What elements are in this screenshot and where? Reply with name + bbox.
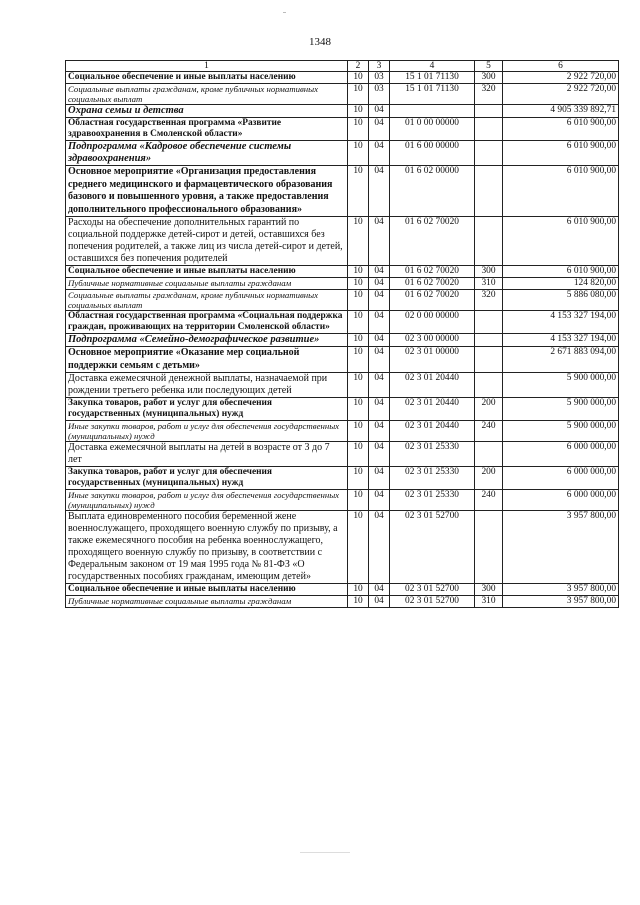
row-subsection-cell: 04	[369, 511, 390, 584]
row-section-cell: 10	[348, 373, 369, 398]
header-cell: 6	[503, 61, 619, 72]
row-target-article-cell: 02 3 01 25330	[390, 467, 475, 490]
table-row	[66, 334, 619, 347]
row-amount-cell: 6 010 900,00	[503, 118, 619, 141]
row-name-cell: Социальное обеспечение и иные выплаты населению	[66, 72, 348, 84]
row-target-article-cell: 02 3 01 20440	[390, 421, 475, 442]
table-row	[66, 105, 619, 118]
row-name-cell: Подпрограмма «Кадровое обеспечение системы здравоохранения»	[66, 141, 348, 166]
row-amount-cell: 6 000 000,00	[503, 490, 619, 511]
row-expense-type-cell: 300	[475, 584, 503, 596]
row-amount-cell: 2 922 720,00	[503, 72, 619, 84]
row-subsection-cell: 04	[369, 490, 390, 511]
table-row	[66, 278, 619, 290]
row-subsection-cell: 04	[369, 467, 390, 490]
row-target-article-cell: 02 3 01 52700	[390, 596, 475, 608]
table-row	[66, 217, 619, 266]
row-amount-cell: 6 010 900,00	[503, 141, 619, 166]
row-section-cell: 10	[348, 334, 369, 347]
row-section-cell: 10	[348, 442, 369, 467]
row-amount-cell: 3 957 800,00	[503, 511, 619, 584]
row-subsection-cell: 04	[369, 442, 390, 467]
row-expense-type-cell: 240	[475, 421, 503, 442]
row-name-cell: Доставка ежемесячной выплаты на детей в возрасте от 3 до 7 лет	[66, 442, 348, 467]
row-name-cell: Подпрограмма «Семейно-демографическое развитие»	[66, 334, 348, 347]
row-subsection-cell: 04	[369, 596, 390, 608]
row-expense-type-cell: 320	[475, 290, 503, 311]
table-row	[66, 442, 619, 467]
row-target-article-cell: 15 1 01 71130	[390, 72, 475, 84]
header-cell: 1	[66, 61, 348, 72]
row-expense-type-cell: 310	[475, 278, 503, 290]
row-section-cell: 10	[348, 421, 369, 442]
table-row	[66, 421, 619, 442]
row-subsection-cell: 04	[369, 373, 390, 398]
row-expense-type-cell	[475, 311, 503, 334]
page-number: 1348	[309, 36, 331, 48]
row-section-cell: 10	[348, 290, 369, 311]
row-section-cell: 10	[348, 347, 369, 373]
row-name-cell: Основное мероприятие «Оказание мер социальной поддержки семьям с детьми»	[66, 347, 348, 373]
table-row	[66, 118, 619, 141]
header-cell: 3	[369, 61, 390, 72]
row-section-cell: 10	[348, 217, 369, 266]
row-target-article-cell: 01 6 02 70020	[390, 266, 475, 278]
row-subsection-cell: 04	[369, 421, 390, 442]
row-target-article-cell: 01 6 02 70020	[390, 290, 475, 311]
row-amount-cell: 3 957 800,00	[503, 596, 619, 608]
row-subsection-cell: 04	[369, 266, 390, 278]
table-row	[66, 141, 619, 166]
row-section-cell: 10	[348, 105, 369, 118]
table-header-row	[66, 61, 619, 72]
row-expense-type-cell: 200	[475, 467, 503, 490]
table-row	[66, 584, 619, 596]
header-cell: 2	[348, 61, 369, 72]
table-row	[66, 311, 619, 334]
table-row	[66, 398, 619, 421]
row-amount-cell: 6 000 000,00	[503, 467, 619, 490]
row-name-cell: Социальные выплаты гражданам, кроме публичных нормативных социальных выплат	[66, 290, 348, 311]
row-amount-cell: 6 010 900,00	[503, 266, 619, 278]
row-target-article-cell: 01 6 02 00000	[390, 166, 475, 217]
row-name-cell: Выплата единовременного пособия беременной жене военнослужащего, проходящего военную службу по призыву, а также ежемесячного пособия на ребенка военнослужащего, проходящего военную службу по призыву, в соответствии с Федеральным законом от 19 мая 1995 года № 81-ФЗ «О государственных пособиях гражданам, имеющим детей»	[66, 511, 348, 584]
row-target-article-cell: 02 3 01 25330	[390, 490, 475, 511]
row-subsection-cell: 04	[369, 118, 390, 141]
row-section-cell: 10	[348, 584, 369, 596]
row-name-cell: Иные закупки товаров, работ и услуг для обеспечения государственных (муниципальных) нужд	[66, 421, 348, 442]
row-expense-type-cell	[475, 442, 503, 467]
row-target-article-cell	[390, 105, 475, 118]
row-name-cell: Социальное обеспечение и иные выплаты населению	[66, 266, 348, 278]
row-amount-cell: 3 957 800,00	[503, 584, 619, 596]
row-expense-type-cell: 300	[475, 266, 503, 278]
row-section-cell: 10	[348, 311, 369, 334]
row-amount-cell: 6 000 000,00	[503, 442, 619, 467]
row-subsection-cell: 04	[369, 105, 390, 118]
row-amount-cell: 124 820,00	[503, 278, 619, 290]
budget-table	[65, 60, 619, 608]
row-expense-type-cell	[475, 141, 503, 166]
row-name-cell: Социальные выплаты гражданам, кроме публичных нормативных социальных выплат	[66, 84, 348, 105]
row-expense-type-cell	[475, 217, 503, 266]
row-name-cell: Публичные нормативные социальные выплаты гражданам	[66, 278, 348, 290]
row-amount-cell: 6 010 900,00	[503, 166, 619, 217]
row-section-cell: 10	[348, 398, 369, 421]
row-name-cell: Охрана семьи и детства	[66, 105, 348, 118]
row-name-cell: Областная государственная программа «Социальная поддержка граждан, проживающих на территории Смоленской области»	[66, 311, 348, 334]
row-name-cell: Социальное обеспечение и иные выплаты населению	[66, 584, 348, 596]
row-name-cell: Иные закупки товаров, работ и услуг для обеспечения государственных (муниципальных) нужд	[66, 490, 348, 511]
table-row	[66, 290, 619, 311]
row-expense-type-cell: 240	[475, 490, 503, 511]
row-section-cell: 10	[348, 166, 369, 217]
table-row	[66, 373, 619, 398]
row-name-cell: Основное мероприятие «Организация предоставления среднего медицинского и фармацевтического образования базового и повышенного уровня, а также предоставления дополнительного профессионального образования»	[66, 166, 348, 217]
row-target-article-cell: 01 0 00 00000	[390, 118, 475, 141]
row-amount-cell: 2 922 720,00	[503, 84, 619, 105]
table-row	[66, 347, 619, 373]
row-amount-cell: 2 671 883 094,00	[503, 347, 619, 373]
row-expense-type-cell	[475, 511, 503, 584]
row-section-cell: 10	[348, 118, 369, 141]
row-section-cell: 10	[348, 266, 369, 278]
row-amount-cell: 5 886 080,00	[503, 290, 619, 311]
row-amount-cell: 4 153 327 194,00	[503, 334, 619, 347]
row-expense-type-cell: 310	[475, 596, 503, 608]
row-target-article-cell: 15 1 01 71130	[390, 84, 475, 105]
row-section-cell: 10	[348, 490, 369, 511]
row-subsection-cell: 04	[369, 311, 390, 334]
row-section-cell: 10	[348, 141, 369, 166]
row-subsection-cell: 03	[369, 84, 390, 105]
row-section-cell: 10	[348, 467, 369, 490]
table-row	[66, 511, 619, 584]
row-target-article-cell: 01 6 02 70020	[390, 217, 475, 266]
row-amount-cell: 5 900 000,00	[503, 421, 619, 442]
row-target-article-cell: 02 3 01 20440	[390, 373, 475, 398]
row-subsection-cell: 04	[369, 217, 390, 266]
header-cell: 5	[475, 61, 503, 72]
row-subsection-cell: 04	[369, 166, 390, 217]
row-amount-cell: 5 900 000,00	[503, 398, 619, 421]
table-row	[66, 72, 619, 84]
row-name-cell: Доставка ежемесячной денежной выплаты, назначаемой при рождении третьего ребенка или последующих детей	[66, 373, 348, 398]
row-name-cell: Областная государственная программа «Развитие здравоохранения в Смоленской области»	[66, 118, 348, 141]
row-subsection-cell: 03	[369, 72, 390, 84]
row-target-article-cell: 01 6 00 00000	[390, 141, 475, 166]
row-target-article-cell: 02 3 01 20440	[390, 398, 475, 421]
row-expense-type-cell: 300	[475, 72, 503, 84]
table-row	[66, 166, 619, 217]
row-name-cell: Публичные нормативные социальные выплаты гражданам	[66, 596, 348, 608]
row-target-article-cell: 01 6 02 70020	[390, 278, 475, 290]
row-name-cell: Закупка товаров, работ и услуг для обеспечения государственных (муниципальных) нужд	[66, 467, 348, 490]
row-target-article-cell: 02 3 00 00000	[390, 334, 475, 347]
row-expense-type-cell	[475, 347, 503, 373]
row-expense-type-cell	[475, 373, 503, 398]
table-row	[66, 596, 619, 608]
row-expense-type-cell	[475, 118, 503, 141]
row-subsection-cell: 04	[369, 290, 390, 311]
row-amount-cell: 5 900 000,00	[503, 373, 619, 398]
row-target-article-cell: 02 3 01 00000	[390, 347, 475, 373]
row-expense-type-cell	[475, 166, 503, 217]
row-section-cell: 10	[348, 278, 369, 290]
row-name-cell: Расходы на обеспечение дополнительных гарантий по социальной поддержке детей-сирот и детей, оставшихся без попечения родителей, а также лиц из числа детей-сирот и детей, оставшихся без попечения родителей	[66, 217, 348, 266]
row-amount-cell: 6 010 900,00	[503, 217, 619, 266]
row-target-article-cell: 02 3 01 25330	[390, 442, 475, 467]
row-section-cell: 10	[348, 511, 369, 584]
table-row	[66, 467, 619, 490]
row-target-article-cell: 02 3 01 52700	[390, 511, 475, 584]
table-row	[66, 266, 619, 278]
row-subsection-cell: 04	[369, 278, 390, 290]
table-row	[66, 490, 619, 511]
row-subsection-cell: 04	[369, 334, 390, 347]
row-subsection-cell: 04	[369, 584, 390, 596]
row-section-cell: 10	[348, 72, 369, 84]
row-subsection-cell: 04	[369, 398, 390, 421]
row-section-cell: 10	[348, 596, 369, 608]
row-expense-type-cell	[475, 334, 503, 347]
row-expense-type-cell	[475, 105, 503, 118]
row-amount-cell: 4 153 327 194,00	[503, 311, 619, 334]
row-name-cell: Закупка товаров, работ и услуг для обеспечения государственных (муниципальных) нужд	[66, 398, 348, 421]
row-expense-type-cell: 200	[475, 398, 503, 421]
row-expense-type-cell: 320	[475, 84, 503, 105]
row-target-article-cell: 02 0 00 00000	[390, 311, 475, 334]
row-amount-cell: 4 905 339 892,71	[503, 105, 619, 118]
row-target-article-cell: 02 3 01 52700	[390, 584, 475, 596]
row-section-cell: 10	[348, 84, 369, 105]
table-row	[66, 84, 619, 105]
header-cell: 4	[390, 61, 475, 72]
row-subsection-cell: 04	[369, 141, 390, 166]
row-subsection-cell: 04	[369, 347, 390, 373]
